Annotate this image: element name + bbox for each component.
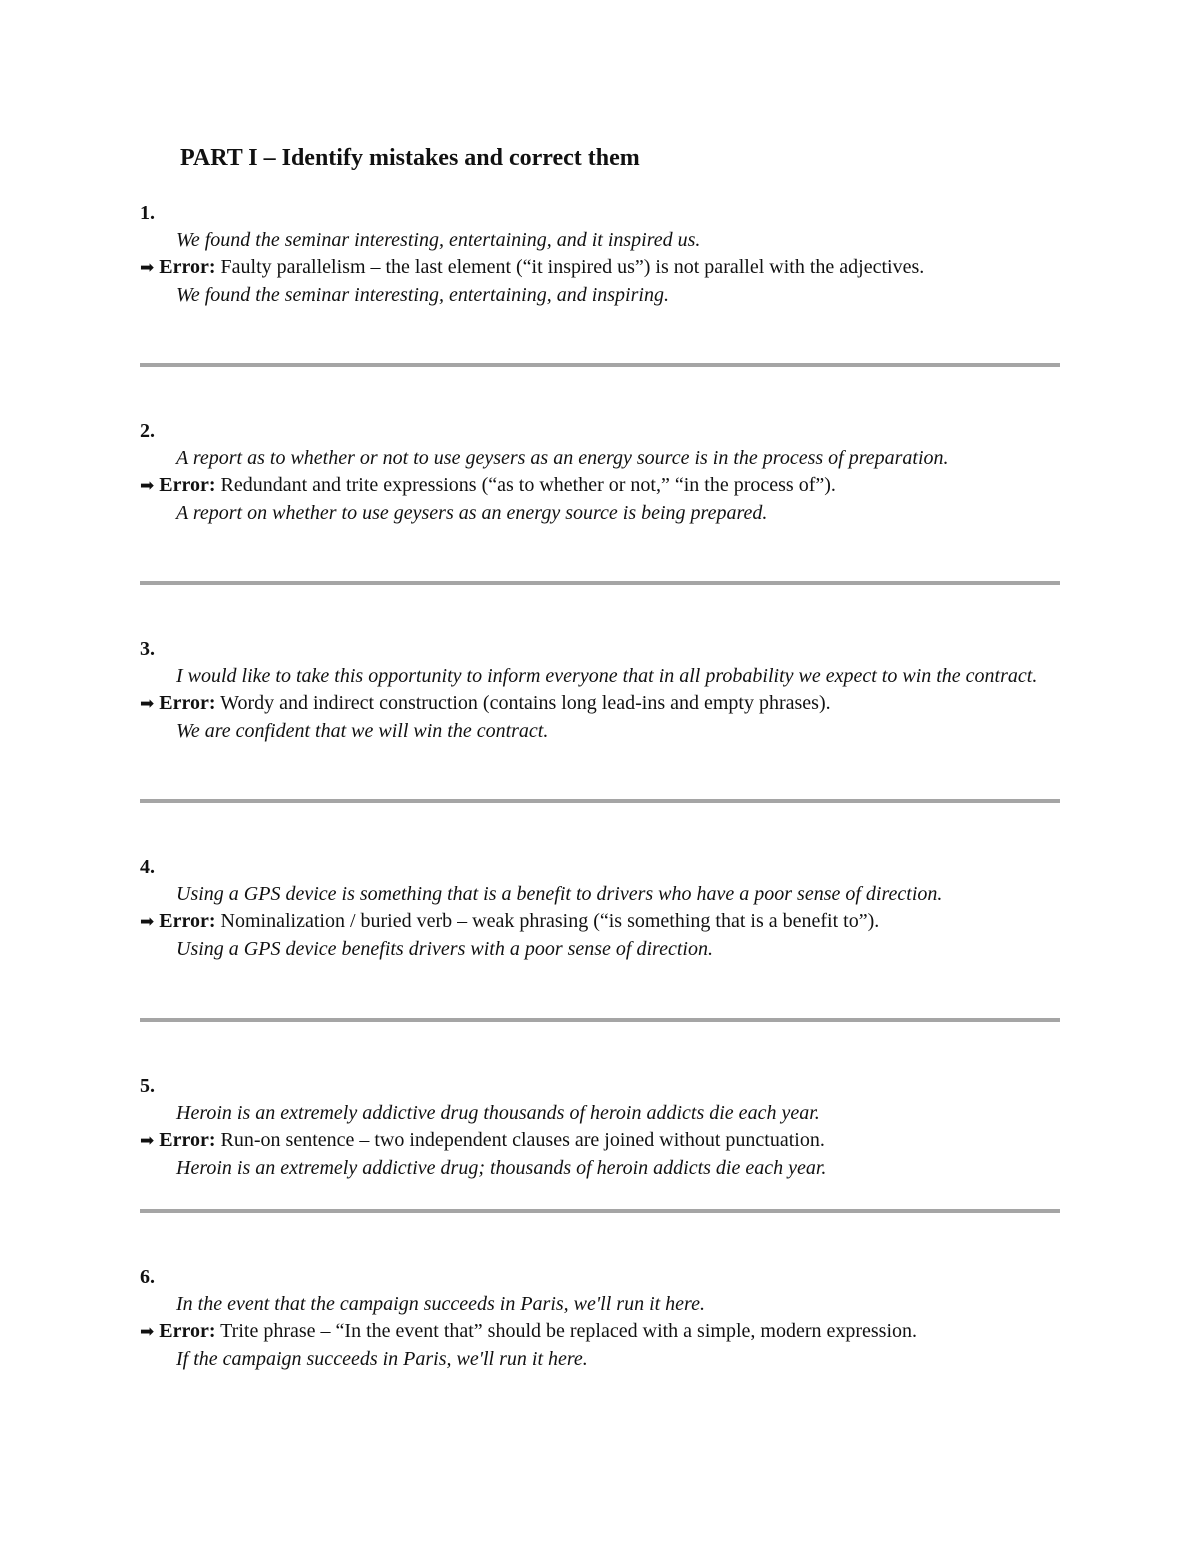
arrow-right-icon: ➡ xyxy=(140,476,155,496)
error-text: Wordy and indirect construction (contains long lead-ins and empty phrases). xyxy=(220,692,831,714)
item-number: 3. xyxy=(140,638,155,660)
error-text: Nominalization / buried verb – weak phrasing (“is something that is a benefit to”). xyxy=(220,910,880,932)
arrow-right-icon: ➡ xyxy=(140,1322,155,1342)
arrow-right-icon: ➡ xyxy=(140,694,155,714)
error-text: Run-on sentence – two independent clauses are joined without punctuation. xyxy=(220,1129,825,1151)
page-title: PART I – Identify mistakes and correct them xyxy=(180,145,640,171)
original-sentence: In the event that the campaign succeeds in Paris, we'll run it here. xyxy=(176,1293,705,1315)
divider xyxy=(140,1018,1060,1022)
error-label: Error: xyxy=(159,474,216,496)
corrected-sentence: Heroin is an extremely addictive drug; thousands of heroin addicts die each year. xyxy=(176,1157,827,1179)
item-number: 6. xyxy=(140,1266,155,1288)
error-explanation xyxy=(140,254,1060,282)
exercise-item-2 xyxy=(140,418,1060,527)
exercise-item-4 xyxy=(140,854,1060,963)
exercise-item-3 xyxy=(140,636,1060,745)
item-number: 1. xyxy=(140,202,155,224)
arrow-right-icon: ➡ xyxy=(140,912,155,932)
error-label: Error: xyxy=(159,1129,216,1151)
corrected-sentence: A report on whether to use geysers as an energy source is being prepared. xyxy=(176,502,768,524)
error-explanation xyxy=(140,1127,1060,1155)
divider xyxy=(140,363,1060,367)
error-text: Faulty parallelism – the last element (“it inspired us”) is not parallel with the adjectives. xyxy=(220,256,925,278)
exercise-item-5 xyxy=(140,1073,1060,1182)
arrow-right-icon: ➡ xyxy=(140,1131,155,1151)
corrected-sentence: If the campaign succeeds in Paris, we'll run it here. xyxy=(176,1348,588,1370)
original-sentence: I would like to take this opportunity to inform everyone that in all probability we expect to win the contract. xyxy=(176,665,1038,687)
arrow-right-icon: ➡ xyxy=(140,258,155,278)
error-label: Error: xyxy=(159,692,216,714)
corrected-sentence: Using a GPS device benefits drivers with a poor sense of direction. xyxy=(176,938,713,960)
item-number: 4. xyxy=(140,856,155,878)
error-explanation xyxy=(140,908,1060,936)
error-text: Trite phrase – “In the event that” should be replaced with a simple, modern expression. xyxy=(220,1320,918,1342)
item-number: 5. xyxy=(140,1075,155,1097)
corrected-sentence: We found the seminar interesting, entertaining, and inspiring. xyxy=(176,284,669,306)
exercise-item-1 xyxy=(140,200,1060,309)
exercise-item-6 xyxy=(140,1264,1060,1373)
divider xyxy=(140,799,1060,803)
error-explanation xyxy=(140,472,1060,500)
original-sentence: Heroin is an extremely addictive drug thousands of heroin addicts die each year. xyxy=(176,1102,820,1124)
error-explanation xyxy=(140,690,1060,718)
original-sentence: A report as to whether or not to use geysers as an energy source is in the process of preparation. xyxy=(176,447,949,469)
corrected-sentence: We are confident that we will win the contract. xyxy=(176,720,549,742)
divider xyxy=(140,581,1060,585)
error-label: Error: xyxy=(159,1320,216,1342)
error-label: Error: xyxy=(159,910,216,932)
original-sentence: We found the seminar interesting, entertaining, and it inspired us. xyxy=(176,229,701,251)
error-text: Redundant and trite expressions (“as to whether or not,” “in the process of”). xyxy=(220,474,836,496)
original-sentence: Using a GPS device is something that is a benefit to drivers who have a poor sense of direction. xyxy=(176,883,943,905)
error-label: Error: xyxy=(159,256,216,278)
divider xyxy=(140,1209,1060,1213)
error-explanation xyxy=(140,1318,1060,1346)
item-number: 2. xyxy=(140,420,155,442)
